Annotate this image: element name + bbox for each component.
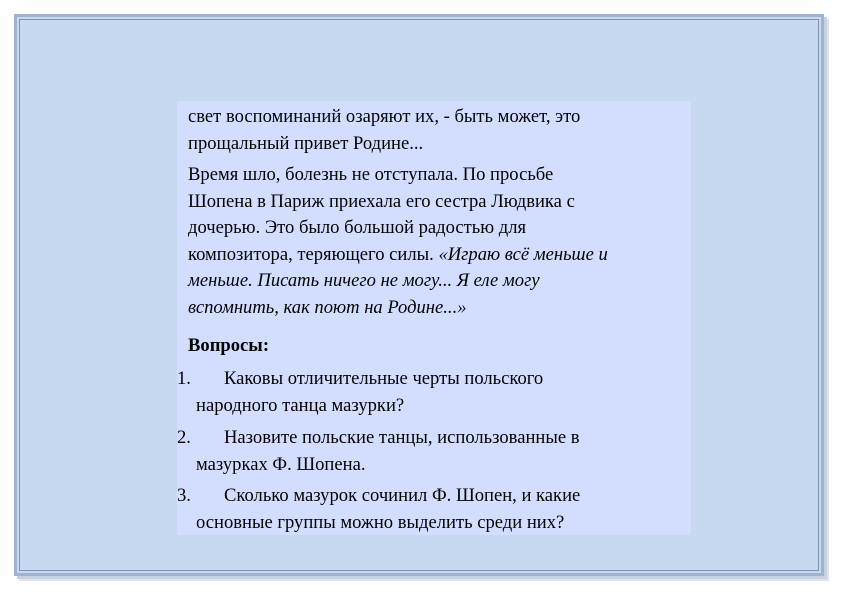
question-text: мазурках Ф. Шопена. — [196, 453, 366, 475]
question-item — [177, 483, 682, 536]
question-text: Назовите польские танцы, использованные в — [224, 427, 580, 448]
chopin-quote: «Играю всё меньше и — [438, 243, 608, 265]
paragraph-line: композитора, теряющего силы. — [188, 243, 439, 265]
paragraph-line: прощальный привет Родине... — [188, 132, 424, 154]
question-item — [177, 366, 682, 419]
question-text: Каковы отличительные черты польского — [224, 368, 544, 389]
question-number: 3. — [177, 485, 191, 506]
paragraph-line: свет воспоминаний озаряют их, - быть может, это — [188, 106, 581, 127]
question-text: Сколько мазурок сочинил Ф. Шопен, и какие — [224, 485, 581, 506]
question-number: 2. — [177, 427, 191, 448]
text-panel — [177, 101, 691, 535]
slide-frame — [14, 14, 824, 576]
question-text: основные группы можно выделить среди них? — [196, 511, 565, 533]
chopin-quote: вспомнить, как поют на Родине...» — [188, 296, 467, 318]
paragraph-line: Время шло, болезнь не отступала. По просьбе — [188, 164, 554, 185]
question-item — [177, 425, 682, 478]
question-text: народного танца мазурки? — [196, 394, 405, 416]
chopin-quote: меньше. Писать ничего не могу... Я еле могу — [188, 270, 540, 291]
paragraph-line: Шопена в Париж приехала его сестра Людвика с — [188, 190, 575, 212]
questions-heading: Вопросы: — [188, 335, 270, 356]
question-number: 1. — [177, 368, 191, 389]
paragraph-memories — [188, 104, 688, 157]
paragraph-illness — [188, 162, 688, 321]
paragraph-line: дочерью. Это было большой радостью для — [188, 217, 527, 238]
